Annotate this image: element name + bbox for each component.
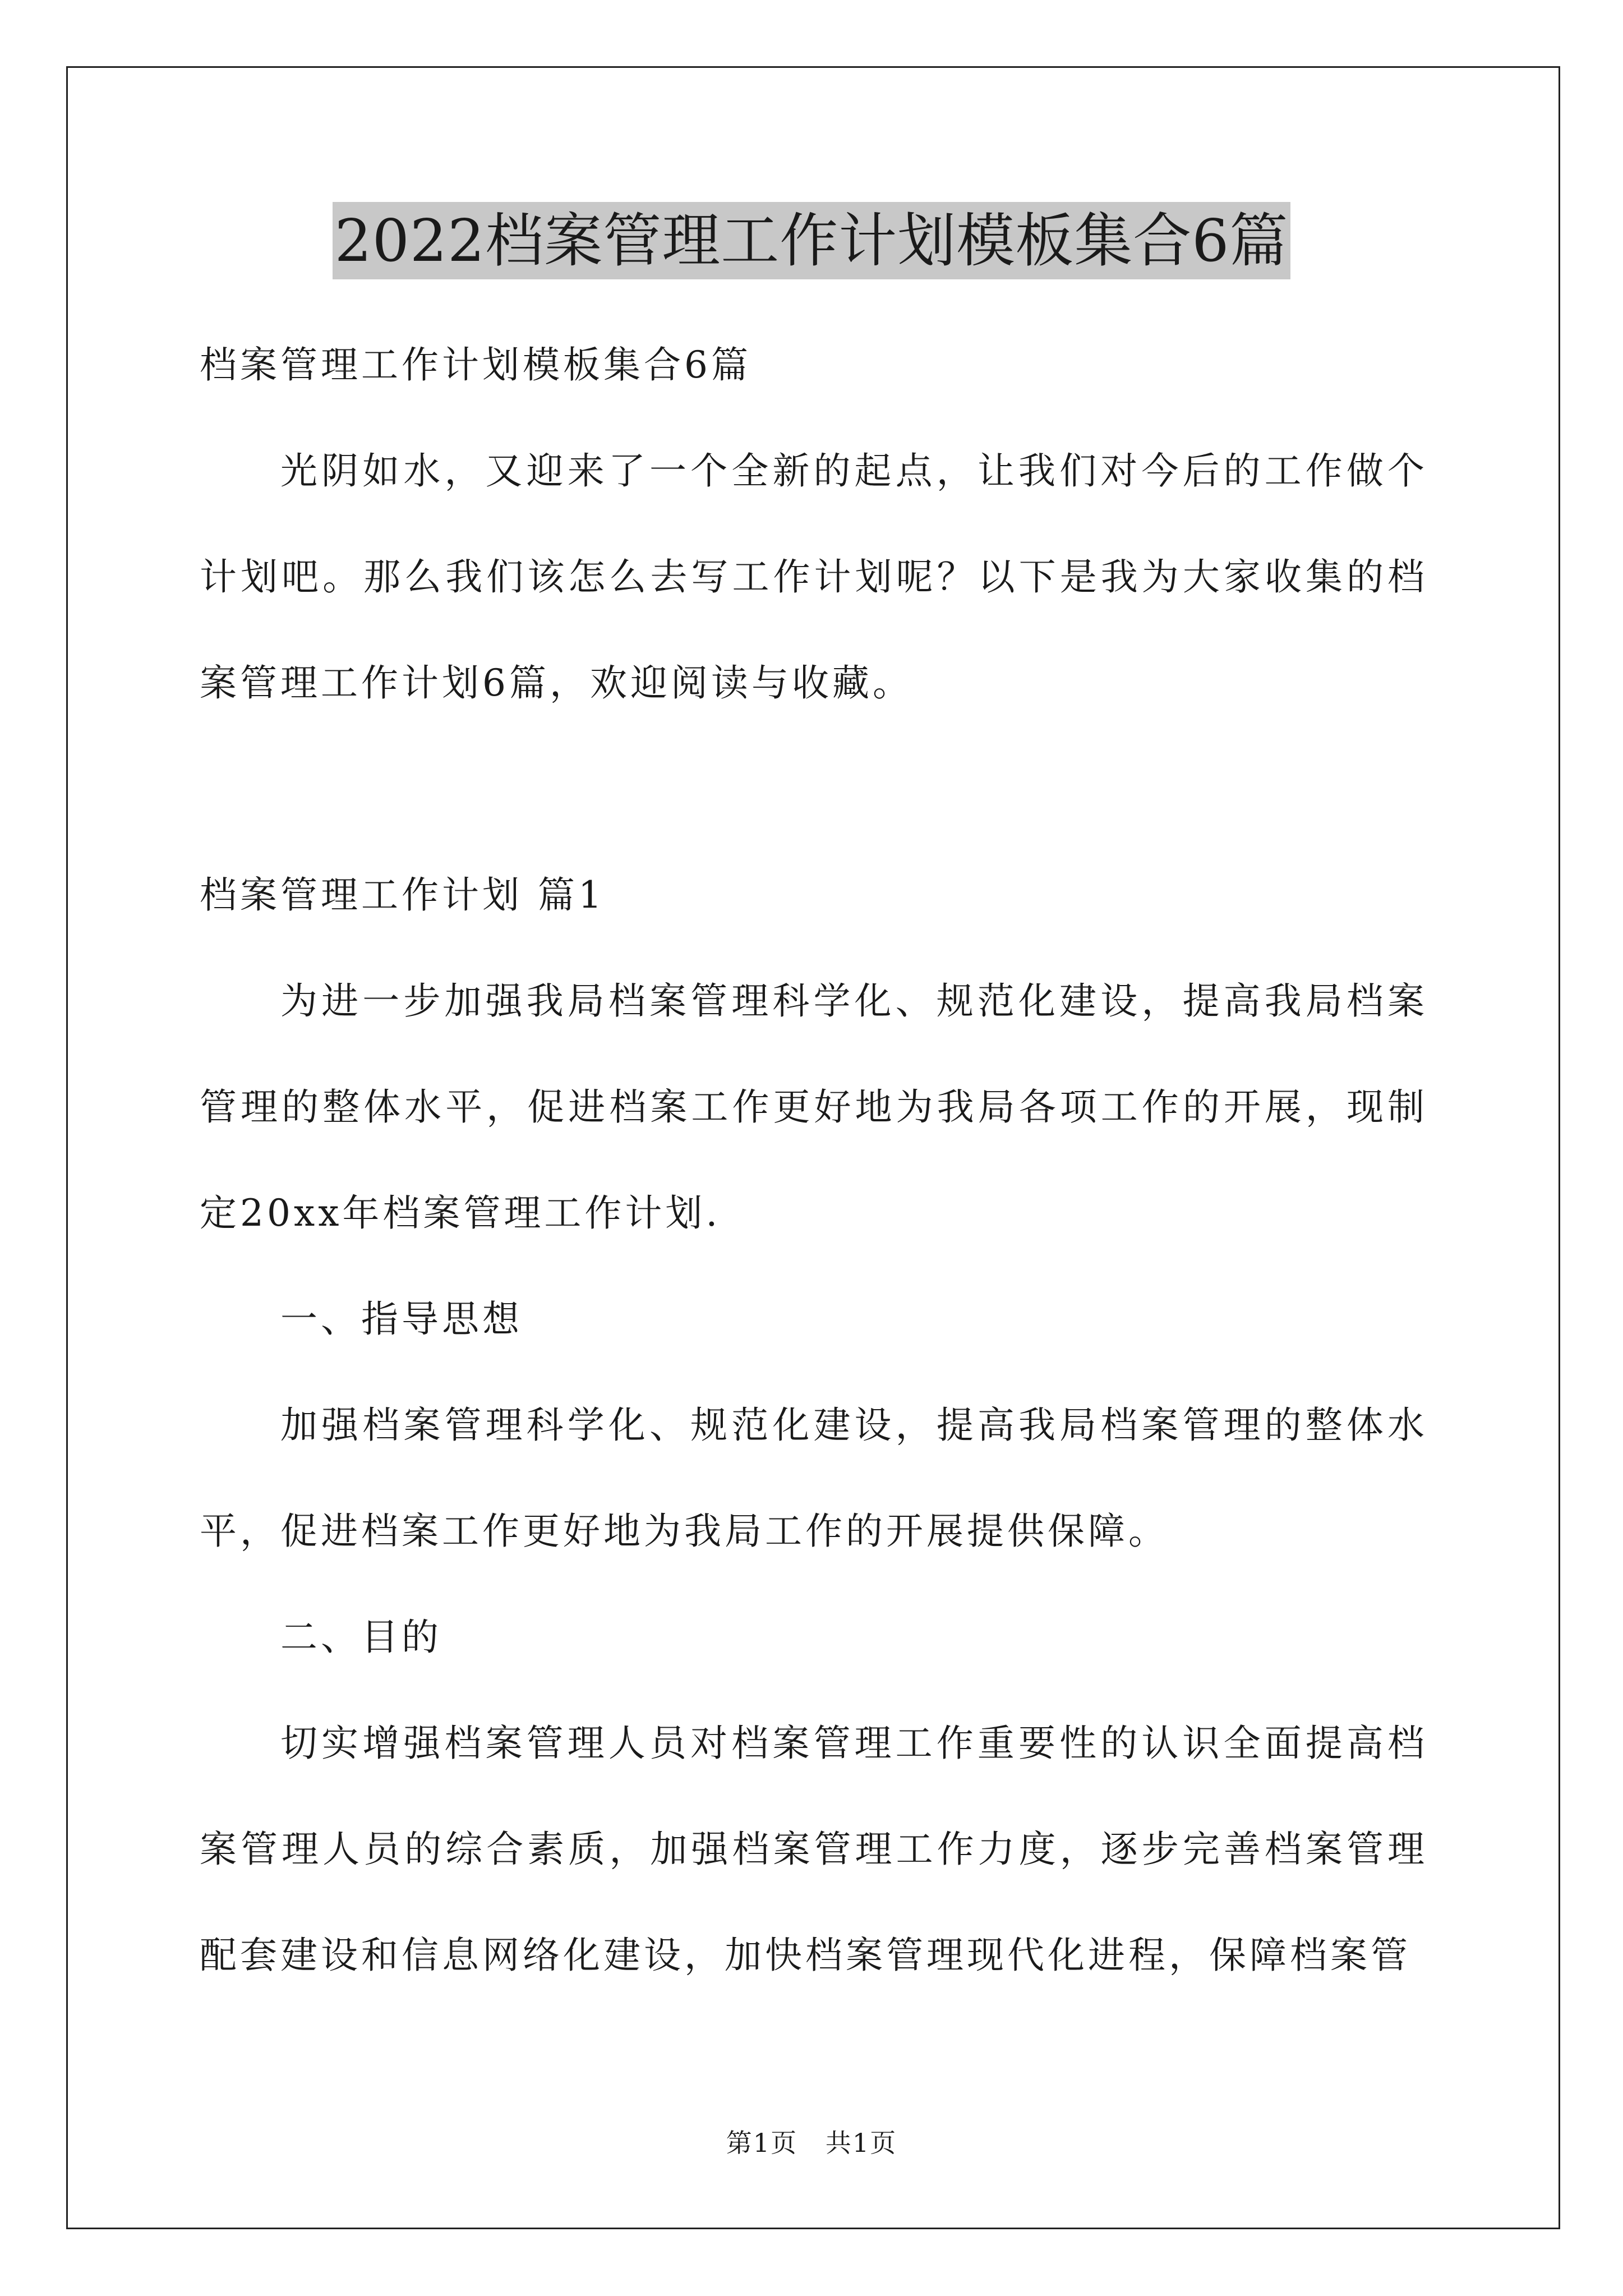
subheading-guiding-thought: 一、指导思想 (280, 1297, 523, 1341)
intro-paragraph: 光阴如水，又迎来了一个全新的起点，让我们对今后的工作做个计划吧。那么我们该怎么去写工作计划呢？以下是我为大家收集的档案管理工作计划6篇，欢迎阅读与收藏。 (200, 449, 1428, 705)
document-body (200, 312, 1428, 2008)
body-paragraph: 为进一步加强我局档案管理科学化、规范化建设，提高我局档案管理的整体水平，促进档案工作更好地为我局各项工作的开展，现制定20xx年档案管理工作计划. (200, 979, 1428, 1235)
body-paragraph: 加强档案管理科学化、规范化建设，提高我局档案管理的整体水平，促进档案工作更好地为我局工作的开展提供保障。 (200, 1404, 1428, 1553)
document-title: 2022档案管理工作计划模板集合6篇 (333, 202, 1291, 279)
page-footer: 第1页 共1页 (726, 2128, 897, 2158)
paragraph-spacer (200, 736, 1428, 842)
body-paragraph: 切实增强档案管理人员对档案管理工作重要性的认识全面提高档案管理人员的综合素质，加强档案管理工作力度，逐步完善档案管理配套建设和信息网络化建设，加快档案管理现代化进程，保障档案管 (200, 1722, 1428, 1977)
subheading-purpose: 二、目的 (280, 1616, 442, 1659)
subtitle-paragraph: 档案管理工作计划模板集合6篇 (200, 343, 751, 386)
title-container (0, 202, 1623, 279)
section-heading: 档案管理工作计划 篇1 (200, 873, 605, 917)
